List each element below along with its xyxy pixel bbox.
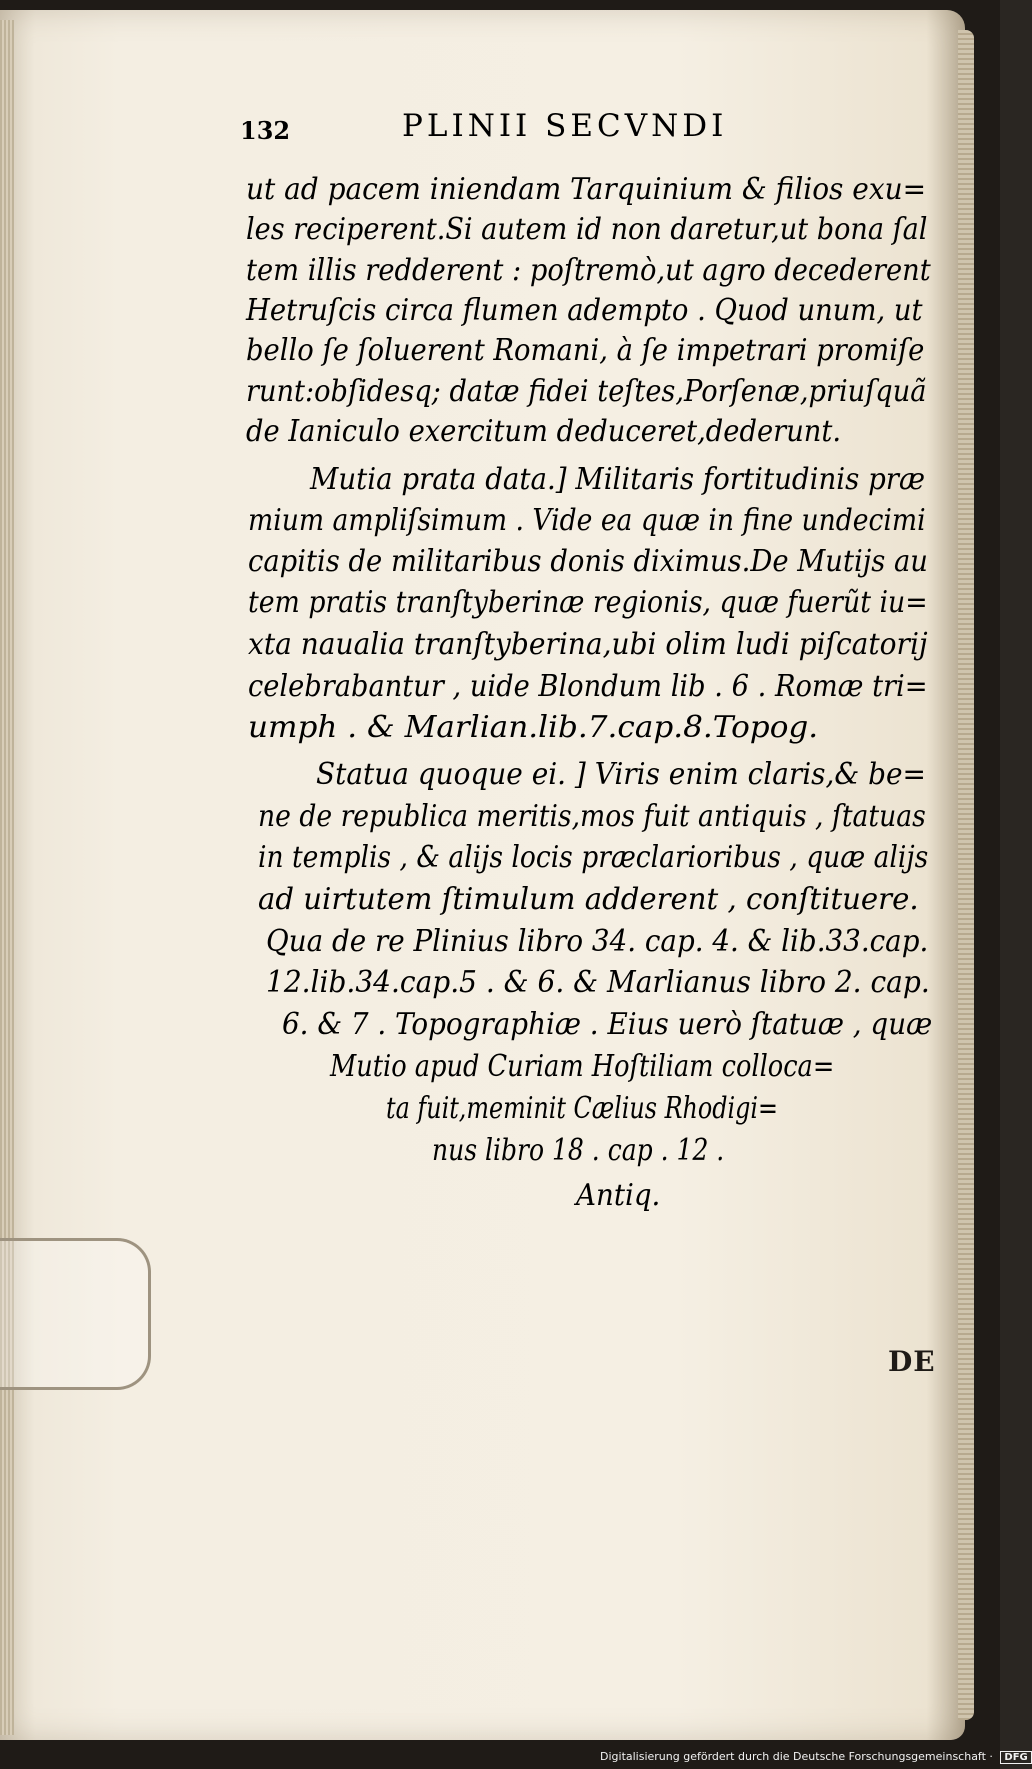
- text-line: ut ad pacem iniendam Tarquinium & filios exu=: [246, 172, 927, 207]
- text-line: Antiq.: [576, 1178, 661, 1213]
- text-line: mium ampliſsimum . Vide ea quæ in fine undecimi: [248, 503, 926, 538]
- text-line: Mutia prata data.] Militaris fortitudinis præ: [310, 462, 926, 497]
- text-line: Mutio apud Curiam Hoſtiliam colloca=: [330, 1049, 835, 1084]
- text-line: ta fuit,meminit Cælius Rhodigi=: [386, 1091, 779, 1126]
- catchword: DE: [888, 1345, 936, 1378]
- text-line: runt:obſidesq; datæ fidei teſtes,Porſenæ,priuſquã: [246, 374, 927, 409]
- text-line: ne de republica meritis,mos fuit antiquis , ſtatuas: [258, 799, 926, 834]
- text-line: capitis de militaribus donis diximus.De Mutijs au: [248, 544, 928, 579]
- text-line: tem pratis tranſtyberinæ regionis, quæ fuerũt iu=: [248, 585, 928, 620]
- text-line: bello ſe ſoluerent Romani, à ſe impetrari promiſe: [246, 333, 925, 368]
- text-line: celebrabantur , uide Blondum lib . 6 . Romæ tri=: [248, 669, 928, 704]
- text-line: xta naualia tranſtyberina,ubi olim ludi piſcatorij: [248, 627, 928, 662]
- text-line: les reciperent.Si autem id non daretur,ut bona ſal: [246, 212, 928, 247]
- paper-tab-outline: [0, 1238, 151, 1390]
- text-line: umph . & Marlian.lib.7.cap.8.Topog.: [248, 710, 819, 745]
- text-line: 6. & 7 . Topographiæ . Eius uerò ſtatuæ , quæ: [282, 1007, 933, 1042]
- text-line: in templis , & alijs locis præclarioribus , quæ alijs: [258, 840, 929, 875]
- text-line: tem illis redderent : poſtremò,ut agro decederent: [246, 253, 931, 288]
- text-line: Statua quoque ei. ] Viris enim claris,& be=: [316, 757, 926, 792]
- text-line: ad uirtutem ſtimulum adderent , conſtituere.: [258, 882, 919, 917]
- text-line: Qua de re Plinius libro 34. cap. 4. & lib.33.cap.: [266, 924, 929, 959]
- credit-text: Digitalisierung gefördert durch die Deutsche Forschungsgemeinschaft ·: [600, 1750, 993, 1763]
- text-line: 12.lib.34.cap.5 . & 6. & Marlianus libro 2. cap.: [266, 965, 930, 1000]
- text-line: de Ianiculo exercitum deduceret,dederunt.: [246, 414, 842, 449]
- page-stack-right-edge: [958, 30, 974, 1720]
- running-title: PLINII SECVNDI: [402, 108, 728, 144]
- digitization-credit: [600, 1750, 1032, 1764]
- page-header: [240, 108, 800, 152]
- dfg-logo: DFG: [1000, 1751, 1031, 1764]
- page-stack-left-edge: [0, 20, 14, 1735]
- text-line: Hetruſcis circa flumen adempto . Quod unum, ut: [246, 293, 923, 328]
- text-line: nus libro 18 . cap . 12 .: [432, 1133, 725, 1168]
- page-number: 132: [240, 116, 291, 145]
